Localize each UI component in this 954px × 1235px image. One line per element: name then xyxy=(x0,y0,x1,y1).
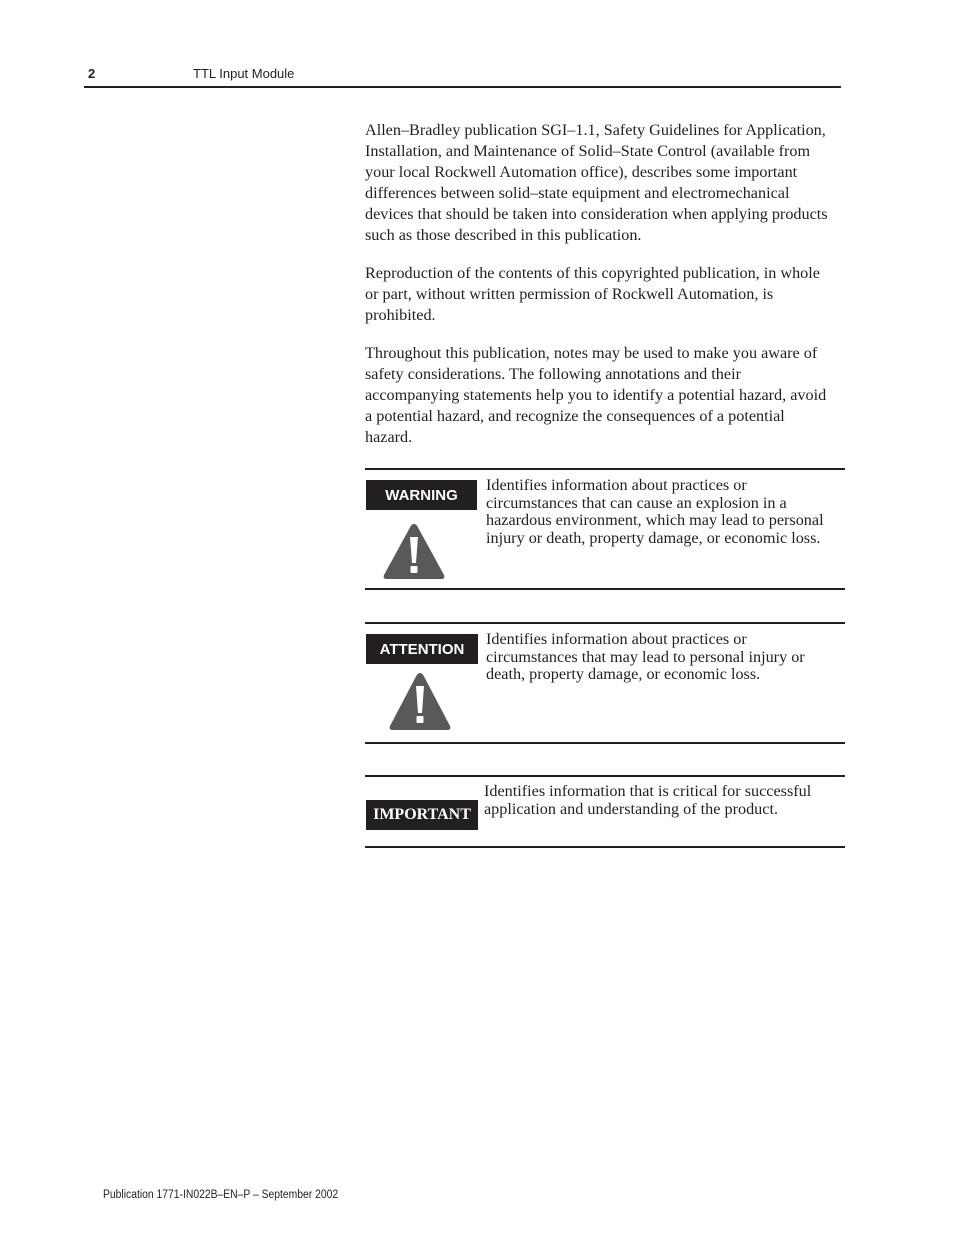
paragraph-annotations: Throughout this publication, notes may be used to make you aware of safety considerations. The following annotations and their accompanying statements help you to identify a potential hazard, avoid a potential hazard, and recognize the consequences of a potential hazard. xyxy=(365,344,827,446)
warning-text: Identifies information about practices or circumstances that can cause an explosion in a hazardous environment, which may lead to personal injury or death, property damage, or economic loss. xyxy=(486,476,824,547)
important-notice xyxy=(365,775,845,848)
important-label: IMPORTANT xyxy=(366,800,478,830)
important-text: Identifies information that is critical for successful application and understanding of the product. xyxy=(484,782,812,818)
page-footer: Publication 1771-IN022B–EN–P – September 2002 xyxy=(103,1189,339,1201)
page-header xyxy=(84,64,841,88)
paragraph-safety-guidelines: Allen–Bradley publication SGI–1.1, Safety Guidelines for Application, Installation, and Maintenance of Solid–State Control (available from your local Rockwell Automation office), describes some important differences between solid–state equipment and electromechanical devices that should be taken into consideration when applying products such as those described in this publication. xyxy=(365,121,828,244)
attention-label: ATTENTION xyxy=(366,634,478,664)
page-number: 2 xyxy=(88,66,96,81)
warning-label: WARNING xyxy=(366,480,477,510)
attention-notice xyxy=(365,622,845,744)
exclamation-triangle-icon xyxy=(381,521,447,581)
header-title: TTL Input Module xyxy=(193,66,295,81)
exclamation-triangle-icon xyxy=(387,670,453,732)
attention-text: Identifies information about practices or circumstances that may lead to personal injury or death, property damage, or economic loss. xyxy=(486,630,805,683)
paragraph-copyright: Reproduction of the contents of this copyrighted publication, in whole or part, without written permission of Rockwell Automation, is prohibited. xyxy=(365,264,820,324)
warning-notice xyxy=(365,468,845,590)
